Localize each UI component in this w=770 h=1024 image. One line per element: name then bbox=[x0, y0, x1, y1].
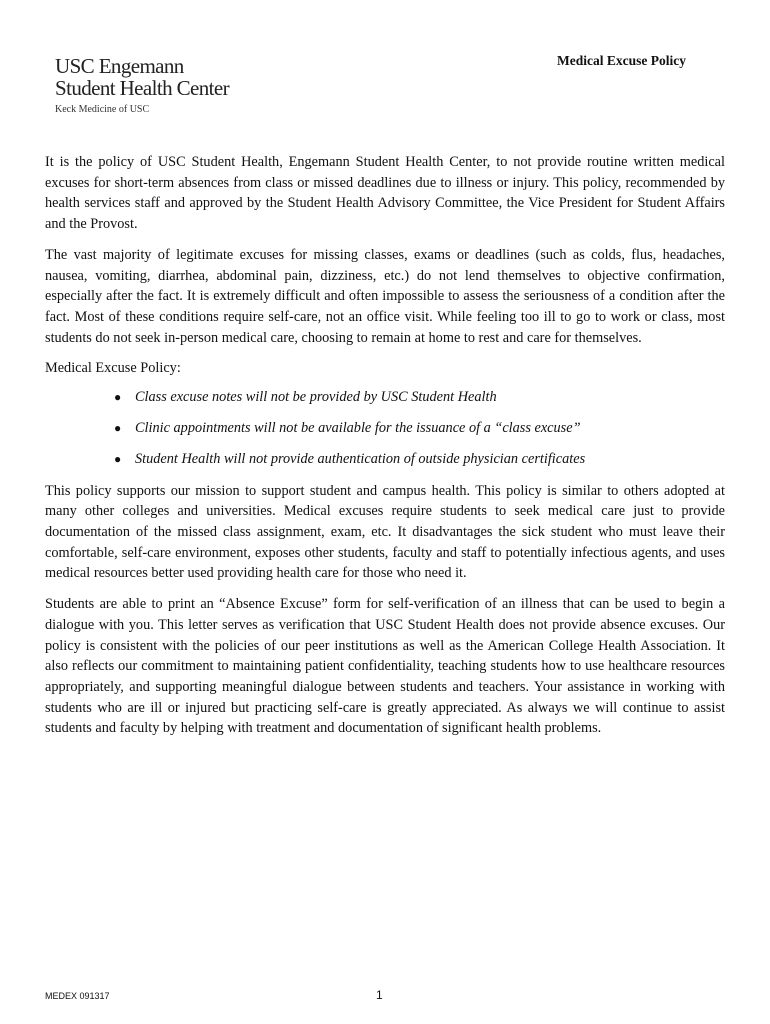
bullet-icon: ● bbox=[114, 421, 122, 436]
paragraph-mission: This policy supports our mission to support student and campus health. This policy is similar to others adopted at many other colleges and universities. Medical excuses require students to seek medical care just to provide documentation of the missed class assignment, exam, etc. It disadvantages the sick student who must leave their comfortable, self-care environment, exposes other students, faculty and staff to potentially infectious agents, and uses medical resources better used providing health care for those who need it. bbox=[45, 482, 725, 582]
usc-student-health-logo bbox=[55, 55, 295, 117]
footer-document-code: MEDEX 091317 bbox=[45, 991, 110, 1001]
policy-list-label: Medical Excuse Policy: bbox=[45, 360, 181, 377]
policy-bullet-text: Clinic appointments will not be available for the issuance of a “class excuse” bbox=[135, 420, 581, 437]
document-body bbox=[45, 152, 725, 749]
bullet-icon: ● bbox=[114, 452, 122, 467]
paragraph-legitimate-excuses: The vast majority of legitimate excuses for missing classes, exams or deadlines (such as colds, flus, headaches, nausea, vomiting, diarrhea, abdominal pain, dizziness, etc.) do not lend themselves to objective confirmation, especially after the fact. It is extremely difficult and often impossible to assess the seriousness of a condition after the fact. Most of these conditions require self-care, not an office visit. While feeling too ill to go to work or class, most students do not seek in-person medical care, choosing to remain at home to rest and care for themselves. bbox=[45, 246, 725, 346]
policy-bullet-item bbox=[45, 418, 725, 439]
logo-line-usc-engemann: USC Engemann bbox=[55, 54, 184, 78]
policy-bullet-text: Class excuse notes will not be provided by USC Student Health bbox=[135, 389, 497, 406]
policy-bullet-item bbox=[45, 387, 725, 408]
logo-line-student-health-center: Student Health Center bbox=[55, 76, 230, 100]
footer-page-number: 1 bbox=[376, 988, 383, 1002]
bullet-icon: ● bbox=[114, 390, 122, 405]
policy-bullet-item bbox=[45, 449, 725, 470]
policy-bullet-text: Student Health will not provide authentication of outside physician certificates bbox=[135, 451, 586, 468]
paragraph-absence-excuse-form: Students are able to print an “Absence Excuse” form for self-verification of an illness that can be used to begin a dialogue with you. This letter serves as verification that USC Student Health does not provide absence excuses. Our policy is consistent with the policies of our peer institutions as well as the American College Health Association. It also reflects our commitment to maintaining patient confidentiality, teaching students how to use healthcare resources appropriately, and supporting meaningful dialogue between students and teachers. Your assistance in working with students who are ill or injured but practicing self-care is greatly appreciated. As always we will continue to assist students and faculty by helping with treatment and documentation of significant health problems. bbox=[45, 596, 725, 737]
paragraph-policy-intro: It is the policy of USC Student Health, Engemann Student Health Center, to not provide routine written medical excuses for short-term absences from class or missed deadlines due to illness or injury. This policy, recommended by health services staff and approved by the Student Health Advisory Committee, the Vice President for Student Affairs and the Provost. bbox=[45, 154, 725, 233]
policy-bullet-list bbox=[45, 387, 725, 470]
document-title: Medical Excuse Policy bbox=[557, 53, 686, 68]
logo-line-keck-medicine: Keck Medicine of USC bbox=[55, 104, 150, 115]
